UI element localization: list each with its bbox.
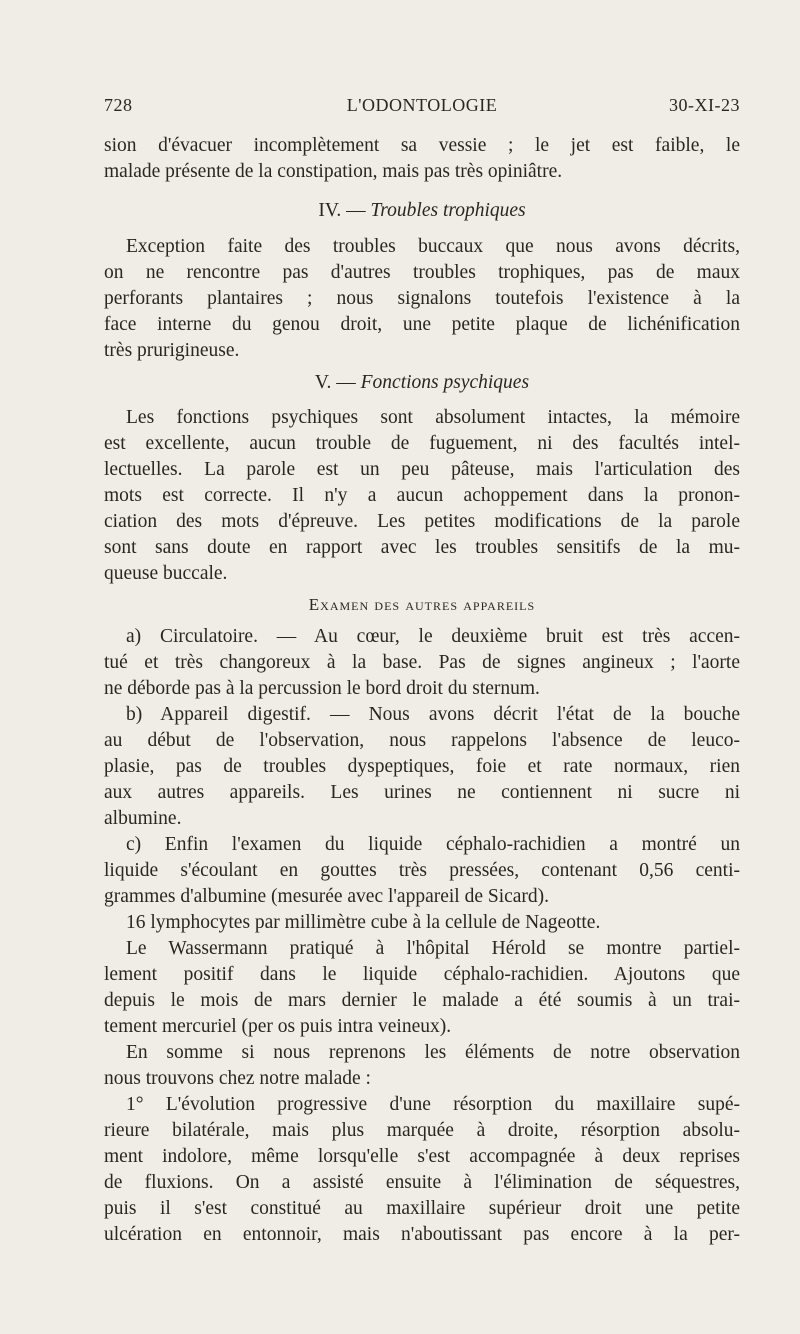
body-line: de fluxions. On a assisté ensuite à l'élimination de séquestres, (104, 1172, 740, 1193)
body-line: au début de l'observation, nous rappelons l'absence de leuco- (104, 730, 740, 751)
journal-title: L'ODONTOLOGIE (346, 95, 498, 115)
section-heading-troubles-trophiques (104, 198, 740, 224)
body-line: ciation des mots d'épreuve. Les petites modifications de la parole (104, 511, 740, 532)
body-line: a) Circulatoire. — Au cœur, le deuxième bruit est très accen- (126, 626, 740, 647)
body-line: Exception faite des troubles buccaux que nous avons décrits, (126, 236, 740, 257)
body-line: depuis le mois de mars dernier le malade a été soumis à un trai- (104, 990, 740, 1011)
body-line: queuse buccale. (104, 563, 228, 584)
body-line: tué et très changoreux à la base. Pas de signes angineux ; l'aorte (104, 652, 740, 673)
body-line: Les fonctions psychiques sont absolument intactes, la mémoire (126, 407, 740, 428)
body-line: perforants plantaires ; nous signalons toutefois l'existence à la (104, 288, 740, 309)
body-line: aux autres appareils. Les urines ne contiennent ni sucre ni (104, 782, 740, 803)
body-line: lectuelles. La parole est un peu pâteuse, mais l'articulation des (104, 459, 740, 480)
body-line: malade présente de la constipation, mais pas très opiniâtre. (104, 161, 563, 182)
body-line: 1° L'évolution progressive d'une résorption du maxillaire supé- (126, 1094, 740, 1115)
body-line: Le Wassermann pratiqué à l'hôpital Hérold se montre partiel- (126, 938, 740, 959)
section-heading-fonctions-psychiques (104, 370, 740, 396)
body-line: on ne rencontre pas d'autres troubles trophiques, pas de maux (104, 262, 740, 283)
body-line: En somme si nous reprenons les éléments de notre observation (126, 1042, 740, 1063)
body-line: b) Appareil digestif. — Nous avons décrit l'état de la bouche (126, 704, 740, 725)
section-title: Troubles trophiques (370, 200, 526, 221)
running-header (104, 95, 740, 123)
body-line: albumine. (104, 808, 182, 829)
body-line: mots est correcte. Il n'y a aucun achoppement dans la pronon- (104, 485, 740, 506)
section-numeral: V. — (314, 372, 361, 393)
body-line: ne déborde pas à la percussion le bord droit du sternum. (104, 678, 540, 699)
section-title: Fonctions psychiques (360, 372, 530, 393)
body-line: puis il s'est constitué au maxillaire supérieur droit une petite (104, 1198, 740, 1219)
body-line: tement mercuriel (per os puis intra veineux). (104, 1016, 452, 1037)
body-line: 16 lymphocytes par millimètre cube à la cellule de Nageotte. (126, 912, 601, 933)
body-line: face interne du genou droit, une petite plaque de lichénification (104, 314, 740, 335)
body-line: grammes d'albumine (mesurée avec l'appareil de Sicard). (104, 886, 550, 907)
body-line: est excellente, aucun trouble de fuguement, ni des facultés intel- (104, 433, 740, 454)
section-numeral: IV. — (318, 200, 371, 221)
body-line: sion d'évacuer incomplètement sa vessie ; le jet est faible, le (104, 135, 740, 156)
body-line: liquide s'écoulant en gouttes très pressées, contenant 0,56 centi- (104, 860, 740, 881)
body-line: lement positif dans le liquide céphalo-rachidien. Ajoutons que (104, 964, 740, 985)
body-line: ment indolore, même lorsqu'elle s'est accompagnée à deux reprises (104, 1146, 740, 1167)
body-line: nous trouvons chez notre malade : (104, 1068, 371, 1089)
body-line: ulcération en entonnoir, mais n'aboutissant pas encore à la per- (104, 1224, 740, 1245)
body-line: très prurigineuse. (104, 340, 240, 361)
body-line: c) Enfin l'examen du liquide céphalo-rachidien a montré un (126, 834, 740, 855)
issue-date: 30-XI-23 (669, 95, 740, 115)
page-number: 728 (104, 95, 133, 115)
section-heading-examen: Examen des autres appareils (308, 595, 536, 614)
body-line: plasie, pas de troubles dyspeptiques, foie et rate normaux, rien (104, 756, 740, 777)
body-line: rieure bilatérale, mais plus marquée à droite, résorption absolu- (104, 1120, 740, 1141)
body-line: sont sans doute en rapport avec les troubles sensitifs de la mu- (104, 537, 740, 558)
